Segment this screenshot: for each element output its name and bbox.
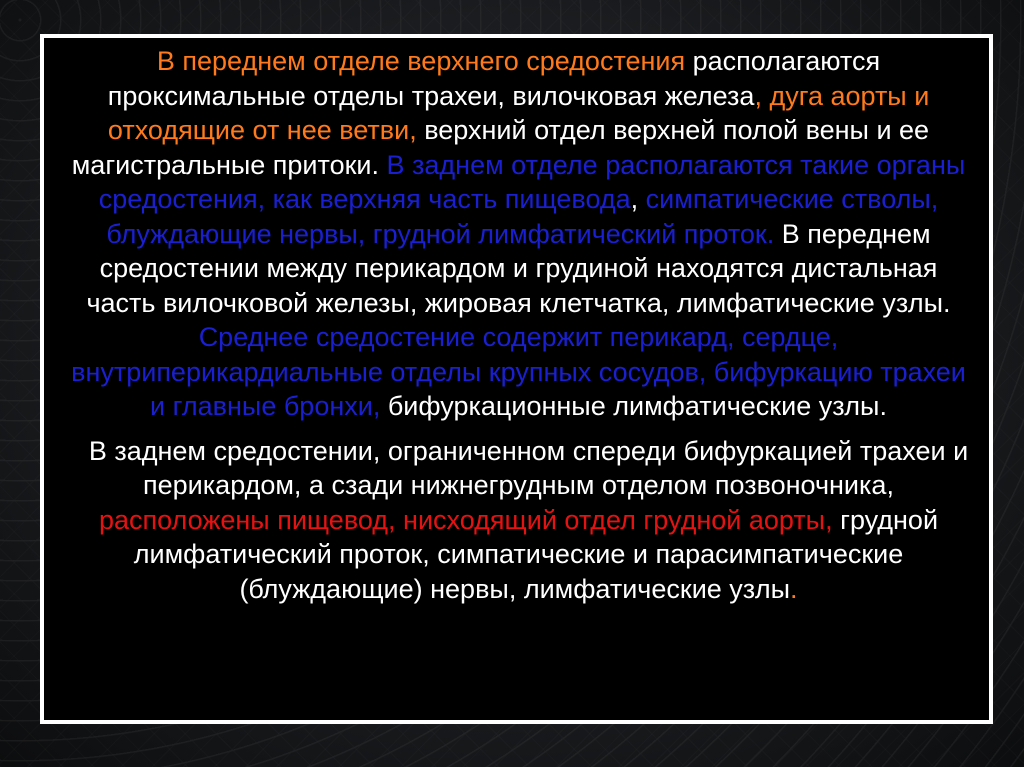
text-segment: симпатические стволы, блуждающие нервы, грудной лимфатический проток. (106, 184, 939, 249)
text-segment: расположены пищевод, нисходящий отдел грудной аорты, (98, 504, 833, 535)
slide-text (66, 44, 971, 606)
text-segment: , (630, 184, 646, 214)
text-segment: . (790, 573, 798, 604)
text-segment: Среднее средостение содержит перикард, сердце, внутриперикардиальные отделы крупных сосудов, бифуркацию трахеи и главные бронхи, (71, 322, 966, 421)
text-segment: бифуркационные лимфатические узлы. (380, 391, 887, 421)
text-segment: В переднем средостении между перикардом и грудиной находятся дистальная часть вилочковой железы, жировая клетчатка, лимфатические узлы. (86, 218, 951, 318)
paragraph-1 (66, 44, 971, 424)
text-segment: располагаются проксимальные отделы трахеи, вилочковая железа (107, 46, 881, 111)
text-segment: грудной лимфатический проток, симпатические и парасимпатические (блуждающие) нервы, лимфатические узлы (133, 504, 939, 604)
text-segment: В заднем отделе располагаются такие органы средостения, как верхняя часть пищевода (98, 149, 966, 214)
slide-text-box (40, 34, 993, 724)
text-segment: В заднем средостении, ограниченном спереди бифуркацией трахеи и перикардом, а сзади нижнегрудным отделом позвоночника, (88, 435, 969, 500)
text-segment: В переднем отделе верхнего средостения (156, 46, 686, 76)
text-segment: верхний отдел верхней полой вены и ее магистральные притоки. (71, 115, 930, 180)
text-segment: , дуга аорты и отходящие от нее ветви, (107, 80, 930, 145)
paragraph-2 (66, 434, 971, 607)
